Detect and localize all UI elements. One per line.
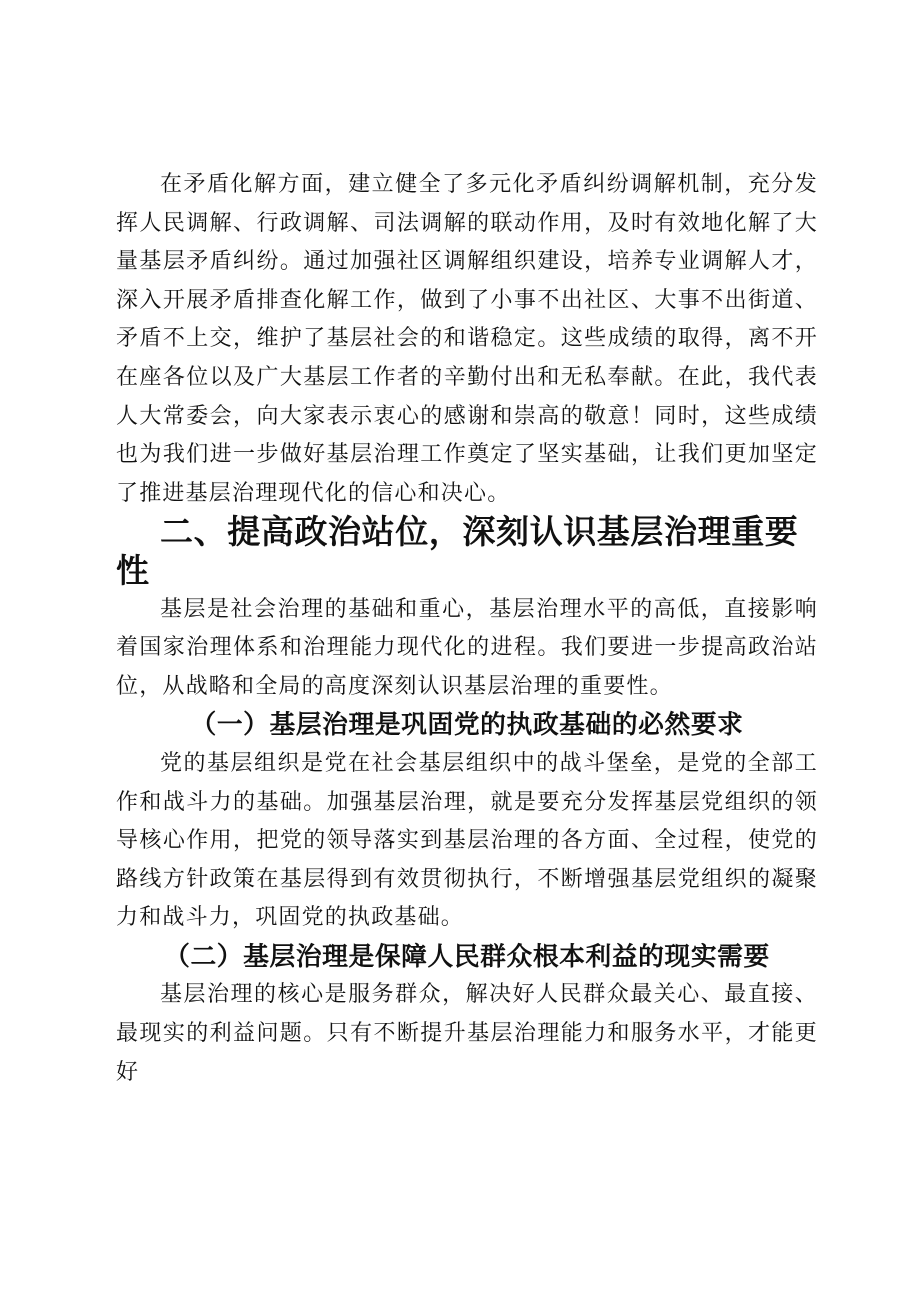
paragraph-conflict-resolution: 在矛盾化解方面，建立健全了多元化矛盾纠纷调解机制，充分发挥人民调解、行政调解、司法调解的联动作用，及时有效地化解了大量基层矛盾纠纷。通过加强社区调解组织建设，培养专业调解人才，深入开展矛盾排查化解工作，做到了小事不出社区、大事不出街道、矛盾不上交，维护了基层社会的和谐稳定。这些成绩的取得，离不开在座各位以及广大基层工作者的辛勤付出和无私奉献。在此，我代表人大常委会，向大家表示衷心的感谢和崇高的敬意！同时，这些成绩也为我们进一步做好基层治理工作奠定了坚实基础，让我们更加坚定了推进基层治理现代化的信心和决心。 (116, 172, 818, 506)
document-body (116, 166, 818, 1092)
subsection-heading-people-interests: （二）基层治理是保障人民群众根本利益的现实需要 (164, 941, 770, 972)
section-heading-political-stance: 二、提高政治站位，深刻认识基层治理重要性 (116, 512, 799, 590)
paragraph-grassroots-importance: 基层是社会治理的基础和重心，基层治理水平的高低，直接影响着国家治理体系和治理能力现代化的进程。我们要进一步提高政治站位，从战略和全局的高度深刻认识基层治理的重要性。 (116, 596, 818, 699)
subsection-heading-party-foundation: （一）基层治理是巩固党的执政基础的必然要求 (190, 710, 744, 741)
paragraph-serve-masses: 基层治理的核心是服务群众，解决好人民群众最关心、最直接、最现实的利益问题。只有不断提升基层治理能力和服务水平，才能更好 (116, 982, 818, 1085)
paragraph-party-organization: 党的基层组织是党在社会基层组织中的战斗堡垒，是党的全部工作和战斗力的基础。加强基层治理，就是要充分发挥基层党组织的领导核心作用，把党的领导落实到基层治理的各方面、全过程，使党的路线方针政策在基层得到有效贯彻执行，不断增强基层党组织的凝聚力和战斗力，巩固党的执政基础。 (116, 750, 818, 931)
